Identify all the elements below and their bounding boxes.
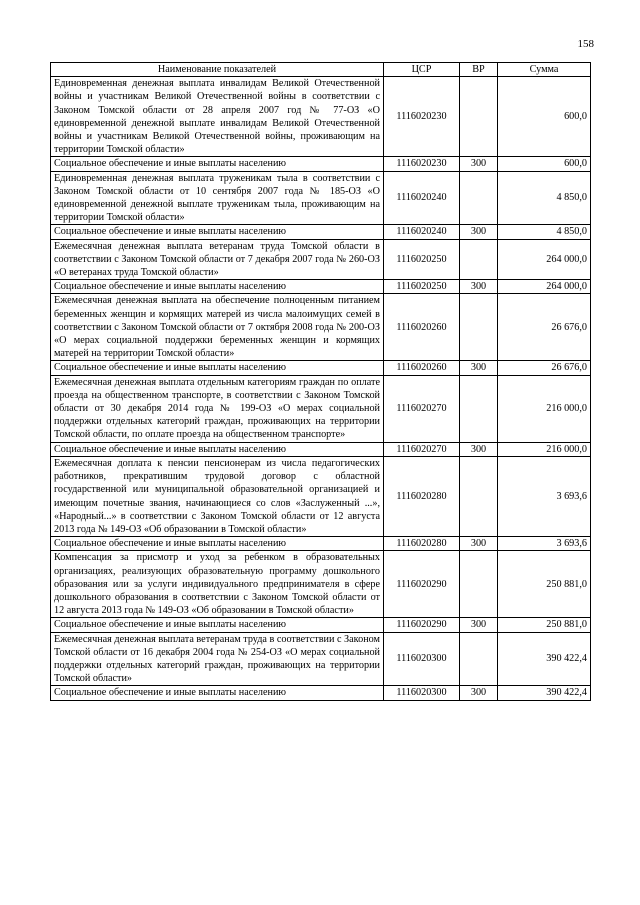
row-name: Ежемесячная денежная выплата ветеранам труда Томской области в соответствии с Законом Томской области от 7 декабря 2007 года № 260-ОЗ «О ветеранах труда Томской области» bbox=[51, 239, 384, 280]
row-sum: 600,0 bbox=[498, 157, 591, 171]
row-vr: 300 bbox=[460, 537, 498, 551]
row-csr: 1116020290 bbox=[384, 618, 460, 632]
row-vr: 300 bbox=[460, 442, 498, 456]
row-name: Единовременная денежная выплата инвалидам Великой Отечественной войны и участникам Великой Отечественной войны в соответствии с Законом Томской области от 28 апреля 2007 год № 77-ОЗ «О единовременной денежной выплате инвалидам Великой Отечественной войны и участникам Великой Отечественной войны, проживающим на территории Томской области» bbox=[51, 77, 384, 157]
row-vr bbox=[460, 632, 498, 686]
row-name: Ежемесячная денежная выплата ветеранам труда в соответствии с Законом Томской области от 16 декабря 2004 года № 254-ОЗ «О мерах социальной поддержки отдельных категорий граждан, проживающих на территории Томской области» bbox=[51, 632, 384, 686]
row-sum: 390 422,4 bbox=[498, 686, 591, 700]
row-name: Социальное обеспечение и иные выплаты населению bbox=[51, 686, 384, 700]
row-csr: 1116020230 bbox=[384, 157, 460, 171]
row-sum: 216 000,0 bbox=[498, 375, 591, 442]
row-sum: 216 000,0 bbox=[498, 442, 591, 456]
table-row bbox=[51, 686, 591, 700]
row-vr bbox=[460, 77, 498, 157]
row-name: Социальное обеспечение и иные выплаты населению bbox=[51, 280, 384, 294]
table-row bbox=[51, 171, 591, 225]
row-name: Социальное обеспечение и иные выплаты населению bbox=[51, 442, 384, 456]
header-sum: Сумма bbox=[498, 63, 591, 77]
table-row bbox=[51, 361, 591, 375]
row-vr: 300 bbox=[460, 157, 498, 171]
row-name: Единовременная денежная выплата труженикам тыла в соответствии с Законом Томской области от 10 сентября 2007 года № 185-ОЗ «О единовременной денежной выплате труженикам тыла, проживающим на территории Томской области» bbox=[51, 171, 384, 225]
row-csr: 1116020280 bbox=[384, 456, 460, 536]
row-sum: 390 422,4 bbox=[498, 632, 591, 686]
row-sum: 264 000,0 bbox=[498, 280, 591, 294]
table-header-row bbox=[51, 63, 591, 77]
row-name: Социальное обеспечение и иные выплаты населению bbox=[51, 361, 384, 375]
row-sum: 3 693,6 bbox=[498, 537, 591, 551]
row-name: Ежемесячная доплата к пенсии пенсионерам из числа педагогических работников, прекратившим трудовой договор с областной государственной или муниципальной образовательной организацией и имеющим почетные звания, начинающиеся со слов «Заслуженный ...», «Народный...» в соответствии с Законом Томской области от 12 августа 2013 года № 149-ОЗ «Об образовании в Томской области» bbox=[51, 456, 384, 536]
row-csr: 1116020260 bbox=[384, 361, 460, 375]
table-row bbox=[51, 77, 591, 157]
row-sum: 26 676,0 bbox=[498, 361, 591, 375]
table-row bbox=[51, 442, 591, 456]
table-row bbox=[51, 537, 591, 551]
row-sum: 4 850,0 bbox=[498, 225, 591, 239]
row-vr bbox=[460, 171, 498, 225]
row-sum: 250 881,0 bbox=[498, 551, 591, 618]
row-vr: 300 bbox=[460, 686, 498, 700]
row-sum: 264 000,0 bbox=[498, 239, 591, 280]
table-row bbox=[51, 456, 591, 536]
row-csr: 1116020240 bbox=[384, 225, 460, 239]
table-row bbox=[51, 618, 591, 632]
row-csr: 1116020270 bbox=[384, 442, 460, 456]
table-row bbox=[51, 225, 591, 239]
row-vr: 300 bbox=[460, 618, 498, 632]
row-vr bbox=[460, 551, 498, 618]
row-csr: 1116020230 bbox=[384, 77, 460, 157]
row-sum: 26 676,0 bbox=[498, 294, 591, 361]
row-vr: 300 bbox=[460, 361, 498, 375]
row-sum: 3 693,6 bbox=[498, 456, 591, 536]
row-name: Социальное обеспечение и иные выплаты населению bbox=[51, 157, 384, 171]
row-sum: 4 850,0 bbox=[498, 171, 591, 225]
table-row bbox=[51, 375, 591, 442]
row-name: Социальное обеспечение и иные выплаты населению bbox=[51, 618, 384, 632]
row-vr bbox=[460, 456, 498, 536]
row-csr: 1116020300 bbox=[384, 686, 460, 700]
row-csr: 1116020250 bbox=[384, 280, 460, 294]
table-row bbox=[51, 632, 591, 686]
row-sum: 600,0 bbox=[498, 77, 591, 157]
budget-table bbox=[50, 62, 591, 701]
table-row bbox=[51, 294, 591, 361]
row-csr: 1116020240 bbox=[384, 171, 460, 225]
header-csr: ЦСР bbox=[384, 63, 460, 77]
row-csr: 1116020280 bbox=[384, 537, 460, 551]
table-row bbox=[51, 239, 591, 280]
row-vr bbox=[460, 375, 498, 442]
table-row bbox=[51, 280, 591, 294]
row-vr bbox=[460, 294, 498, 361]
row-csr: 1116020290 bbox=[384, 551, 460, 618]
row-csr: 1116020260 bbox=[384, 294, 460, 361]
row-name: Социальное обеспечение и иные выплаты населению bbox=[51, 225, 384, 239]
row-name: Ежемесячная денежная выплата на обеспечение полноценным питанием беременных женщин и кормящих матерей из числа малоимущих семей в соответствии с Законом Томской области от 7 октября 2008 года № 200-ОЗ «О мерах социальной поддержки беременных женщин и кормящих матерей на территории Томской области» bbox=[51, 294, 384, 361]
row-vr: 300 bbox=[460, 280, 498, 294]
header-name: Наименование показателей bbox=[51, 63, 384, 77]
table-row bbox=[51, 551, 591, 618]
row-vr: 300 bbox=[460, 225, 498, 239]
table-row bbox=[51, 157, 591, 171]
row-csr: 1116020270 bbox=[384, 375, 460, 442]
header-vr: ВР bbox=[460, 63, 498, 77]
row-csr: 1116020300 bbox=[384, 632, 460, 686]
row-name: Компенсация за присмотр и уход за ребенком в образовательных организациях, реализующих образовательную программу дошкольного образования или за услуги индивидуального предпринимателя в сфере дошкольного образования в соответствии с Законом Томской области от 12 августа 2013 года № 149-ОЗ «Об образовании в Томской области» bbox=[51, 551, 384, 618]
row-name: Ежемесячная денежная выплата отдельным категориям граждан по оплате проезда на общественном транспорте, в соответствии с Законом Томской области от 30 декабря 2014 года № 199-ОЗ «О мерах социальной поддержки отдельных категорий граждан, проживающих на территории Томской области, по оплате проезда на общественном транспорте» bbox=[51, 375, 384, 442]
row-csr: 1116020250 bbox=[384, 239, 460, 280]
page-number: 158 bbox=[577, 38, 594, 50]
row-name: Социальное обеспечение и иные выплаты населению bbox=[51, 537, 384, 551]
row-vr bbox=[460, 239, 498, 280]
row-sum: 250 881,0 bbox=[498, 618, 591, 632]
